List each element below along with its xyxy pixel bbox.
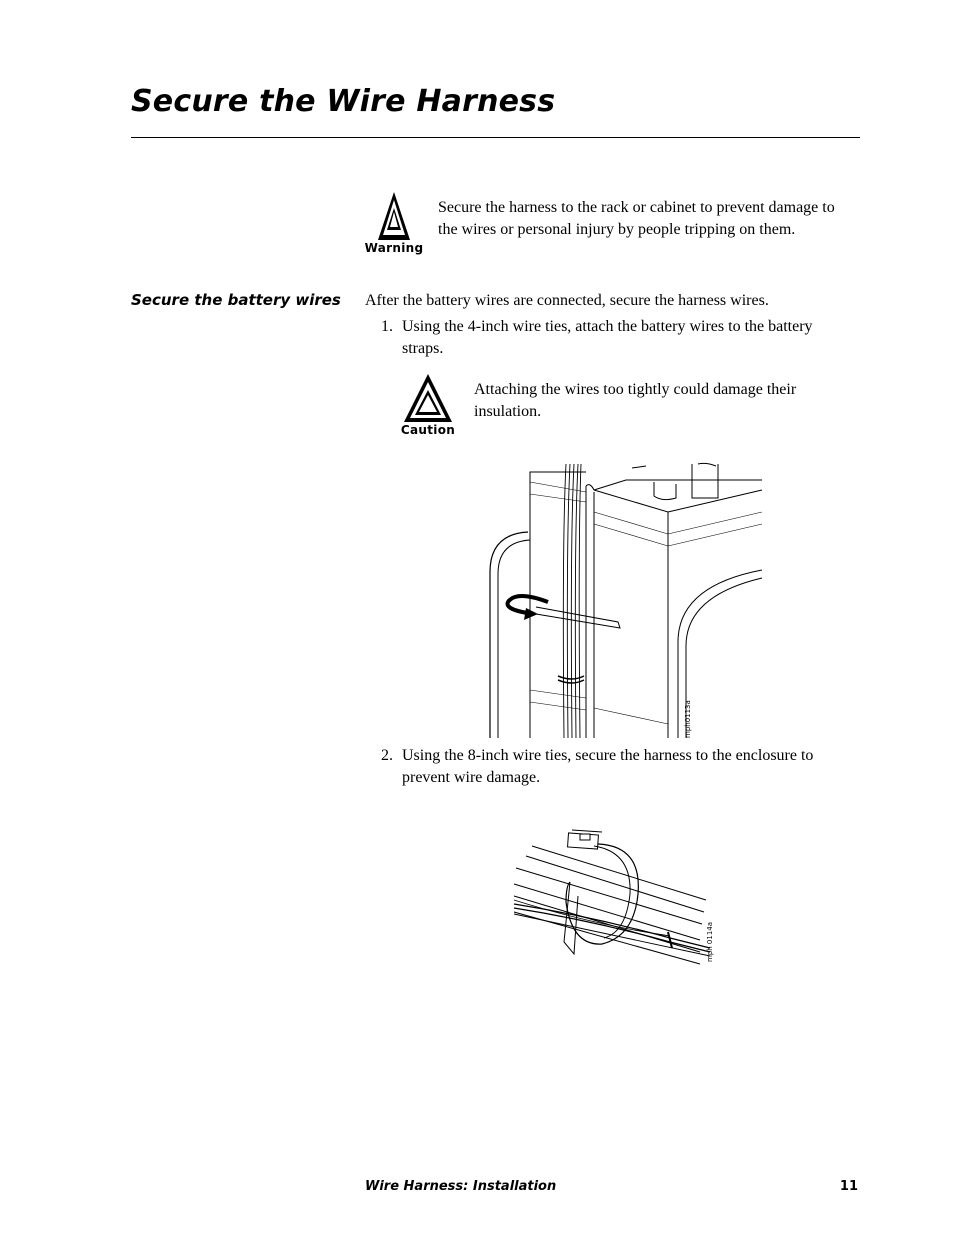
footer-section-title: Wire Harness: Installation (365, 1179, 557, 1194)
caution-block-icon (396, 372, 460, 437)
section-intro: After the battery wires are connected, secure the harness wires. (365, 292, 769, 309)
figure-1-id-label: mph0113a (684, 700, 692, 738)
step-text: Using the 8-inch wire ties, secure the harness to the enclosure to prevent wire damage. (402, 747, 814, 786)
warning-text: Secure the harness to the rack or cabinet to prevent damage to the wires or personal injury by people tripping on them. (438, 199, 835, 238)
harness-tie-illustration (510, 824, 720, 966)
figure-2-id-label: mph 0114a (706, 921, 714, 962)
section-heading: Secure the battery wires (131, 291, 341, 309)
caution-text: Attaching the wires too tightly could damage their insulation. (474, 381, 797, 420)
caution-label: Caution (400, 423, 456, 437)
battery-strap-illustration (486, 462, 766, 740)
caution-icon (402, 372, 454, 424)
warning-label: Warning (364, 241, 424, 255)
warning-icon (376, 190, 412, 242)
page-title: Secure the Wire Harness (131, 84, 556, 119)
footer-page-number: 11 (839, 1179, 858, 1194)
step-text: Using the 4-inch wire ties, attach the battery wires to the battery straps. (402, 318, 813, 357)
step-number: 2. (381, 747, 393, 764)
warning-block-icon (363, 190, 425, 255)
step-2 (381, 745, 847, 789)
title-rule (131, 137, 860, 138)
step-1 (381, 316, 847, 360)
step-number: 1. (381, 318, 393, 335)
